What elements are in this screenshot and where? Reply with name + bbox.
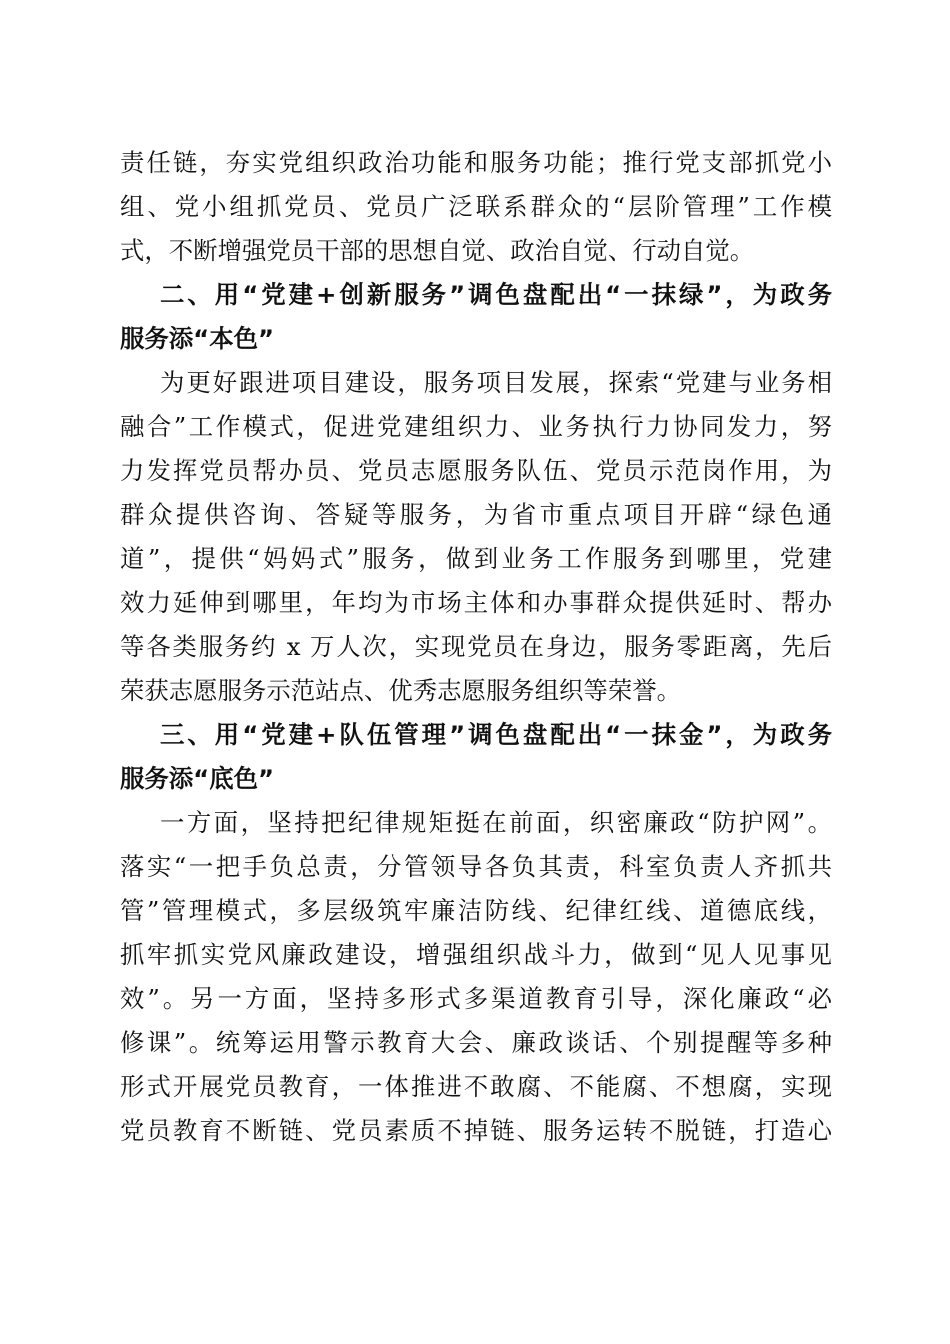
body-text-line: 一方面，坚持把纪律规矩挺在前面，织密廉政“防护网”。	[160, 808, 832, 837]
body-text-line: 为更好跟进项目建设，服务项目发展，探索“党建与业务相	[160, 368, 832, 397]
body-text-line: 抓牢抓实党风廉政建设，增强组织战斗力，做到“见人见事见	[120, 940, 832, 969]
body-text-line: 效”。另一方面，坚持多形式多渠道教育引导，深化廉政“必	[120, 984, 832, 1013]
body-text-line: 修课”。统筹运用警示教育大会、廉政谈话、个别提醒等多种	[120, 1028, 832, 1057]
section-heading: 服务添“底色”	[120, 764, 275, 793]
body-text-line: 效力延伸到哪里，年均为市场主体和办事群众提供延时、帮办	[120, 588, 832, 617]
section-heading: 三、用“党建+队伍管理”调色盘配出“一抹金”，为政务	[160, 720, 832, 749]
body-text-line: 式，不断增强党员干部的思想自觉、政治自觉、行动自觉。	[120, 236, 755, 265]
body-text-line: 组、党小组抓党员、党员广泛联系群众的“层阶管理”工作模	[120, 192, 832, 221]
section-heading: 二、用“党建+创新服务”调色盘配出“一抹绿”，为政务	[160, 280, 832, 309]
section-heading: 服务添“本色”	[120, 324, 275, 353]
body-text-line: 融合”工作模式，促进党建组织力、业务执行力协同发力，努	[120, 412, 832, 441]
body-text-line: 道”，提供“妈妈式”服务，做到业务工作服务到哪里，党建	[120, 544, 832, 573]
body-text-line: 党员教育不断链、党员素质不掉链、服务运转不脱链，打造心	[120, 1116, 832, 1145]
body-text-line: 力发挥党员帮办员、党员志愿服务队伍、党员示范岗作用，为	[120, 456, 832, 485]
body-text-line: 等各类服务约 x 万人次，实现党员在身边，服务零距离，先后	[120, 632, 832, 661]
body-text-line: 落实“一把手负总责，分管领导各负其责，科室负责人齐抓共	[120, 852, 832, 881]
body-text-line: 荣获志愿服务示范站点、优秀志愿服务组织等荣誉。	[120, 676, 681, 705]
body-text-line: 责任链，夯实党组织政治功能和服务功能；推行党支部抓党小	[120, 148, 832, 177]
body-text-line: 管”管理模式，多层级筑牢廉洁防线、纪律红线、道德底线，	[120, 896, 832, 925]
body-text-line: 群众提供咨询、答疑等服务，为省市重点项目开辟“绿色通	[120, 500, 832, 529]
body-text-line: 形式开展党员教育，一体推进不敢腐、不能腐、不想腐，实现	[120, 1072, 832, 1101]
